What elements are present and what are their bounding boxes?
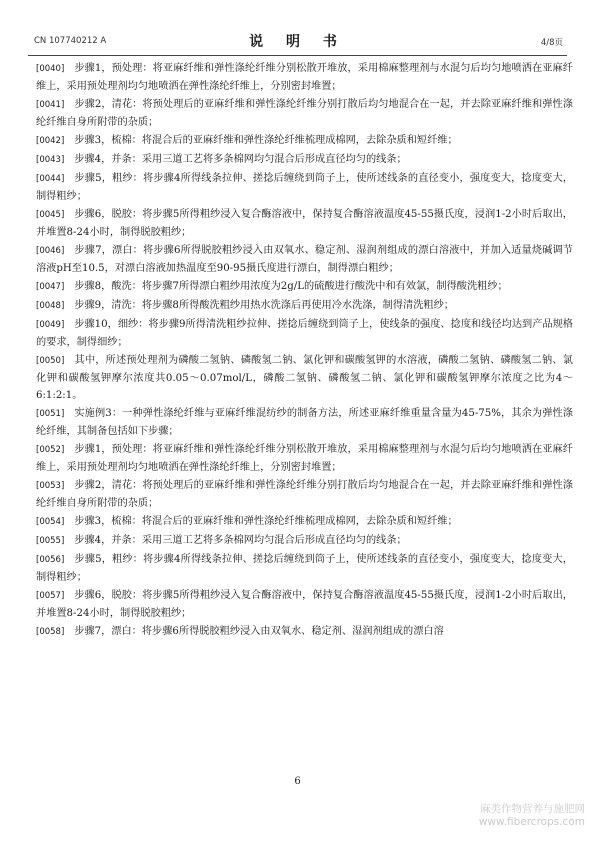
page-number: 6 <box>294 776 301 787</box>
publication-number: CN 107740212 A <box>34 36 107 46</box>
paragraph <box>36 587 573 622</box>
paragraph-number: [0048] <box>36 301 65 311</box>
paragraph-number: [0056] <box>36 555 65 565</box>
paragraph <box>36 297 573 315</box>
paragraph-text: 步骤1，预处理：将亚麻纤维和弹性涤纶纤维分别松散开堆放，采用棉麻整理剂与水混匀后均匀地喷洒在亚麻纤维上，采用预处理剂均匀地喷洒在弹性涤纶纤维上，分别密封堆置； <box>36 63 573 92</box>
paragraph-text: 步骤10，细纱：将步骤9所得清洗粗纱拉伸、搓捻后缠绕到筒子上，使线条的强度、捻度和线径均达到产品规格的要求，制得细纱； <box>36 319 573 348</box>
document-title: 说 明 书 <box>249 34 346 50</box>
watermark-site-name: 麻类作物营养与施肥网 <box>480 803 585 815</box>
paragraph-text: 步骤7，漂白：将步骤6所得脱胶粗纱浸入由双氧水、稳定剂、湿润剂组成的漂白溶液中，并加入适量烧碱调节溶液pH至10.5，对漂白溶液加热温度至90-95摄氏度进行漂白，制得漂白粗纱； <box>36 245 573 274</box>
paragraph-number: [0051] <box>36 409 65 419</box>
paragraph-text: 步骤6，脱胶：将步骤5所得粗纱浸入复合酶溶液中，保持复合酶溶液温度45-55摄氏度，浸润1-2小时后取出，并堆置8-24小时，制得脱胶粗纱； <box>36 209 573 238</box>
paragraph <box>36 96 573 131</box>
paragraph-text: 步骤4，并条：采用三道工艺将多条棉网均匀混合后形成直径均匀的线条； <box>74 535 407 546</box>
paragraph-number: [0045] <box>36 210 65 220</box>
paragraph-text: 步骤8，酸洗：将步骤7所得漂白粗纱用浓度为2g/L的硫酸进行酸洗中和有效氯，制得酸洗粗纱； <box>74 281 508 292</box>
paragraph-number: [0047] <box>36 282 65 292</box>
watermark <box>479 803 585 829</box>
page-indicator: 4/8页 <box>540 38 563 48</box>
paragraph-number: [0050] <box>36 356 65 366</box>
paragraph <box>36 278 573 296</box>
document-body <box>36 60 573 642</box>
paragraph-number: [0040] <box>36 64 65 74</box>
paragraph-number: [0043] <box>36 155 65 165</box>
paragraph-number: [0052] <box>36 445 65 455</box>
paragraph-number: [0046] <box>36 246 65 256</box>
paragraph-text: 步骤5，粗纱：将步骤4所得线条拉伸、搓捻后缠绕到筒子上，使所述线条的直径变小，强度变大，捻度变大，制得粗纱； <box>36 554 573 583</box>
paragraph-text: 步骤7，漂白：将步骤6所得脱胶粗纱浸入由双氧水、稳定剂、湿润剂组成的漂白溶 <box>74 626 444 637</box>
paragraph <box>36 206 573 241</box>
watermark-url: www.fibercrops.com <box>478 816 585 828</box>
paragraph <box>36 170 573 205</box>
paragraph-text: 步骤3，梳棉：将混合后的亚麻纤维和弹性涤纶纤维梳理成棉网，去除杂质和短纤维； <box>74 135 458 146</box>
paragraph <box>36 60 573 95</box>
paragraph-number: [0057] <box>36 591 65 601</box>
paragraph-number: [0053] <box>36 481 65 491</box>
paragraph-text: 步骤9，清洗：将步骤8所得酸洗粗纱用热水洗涤后再使用冷水洗涤，制得清洗粗纱； <box>74 300 454 311</box>
paragraph-text: 步骤2，清花：将预处理后的亚麻纤维和弹性涤纶纤维分别打散后均匀地混合在一起，并去除亚麻纤维和弹性涤纶纤维自身所附带的杂质； <box>36 99 573 128</box>
paragraph-text: 步骤4，并条：采用三道工艺将多条棉网均匀混合后形成直径均匀的线条； <box>74 154 407 165</box>
paragraph <box>36 477 573 512</box>
paragraph <box>36 513 573 531</box>
paragraph <box>36 352 573 404</box>
paragraph-number: [0054] <box>36 517 65 527</box>
paragraph <box>36 316 573 351</box>
paragraph <box>36 151 573 169</box>
paragraph-text: 步骤2，清花：将预处理后的亚麻纤维和弹性涤纶纤维分别打散后均匀地混合在一起，并去除亚麻纤维和弹性涤纶纤维自身所附带的杂质； <box>36 480 573 509</box>
paragraph-number: [0049] <box>36 320 65 330</box>
paragraph <box>36 242 573 277</box>
paragraph <box>36 532 573 550</box>
paragraph-number: [0058] <box>36 627 65 637</box>
paragraph <box>36 441 573 476</box>
paragraph <box>36 623 573 641</box>
paragraph-text: 步骤5，粗纱：将步骤4所得线条拉伸、搓捻后缠绕到筒子上，使所述线条的直径变小，强度变大，捻度变大，制得粗纱； <box>36 173 573 202</box>
paragraph-text: 实施例3：一种弹性涤纶纤维与亚麻纤维混纺纱的制备方法，所述亚麻纤维重量含量为45-75%，其余为弹性涤纶纤维，其制备包括如下步骤； <box>36 408 573 437</box>
paragraph-number: [0041] <box>36 100 65 110</box>
page-header <box>28 30 567 52</box>
header-divider <box>28 55 567 56</box>
paragraph-text: 步骤1，预处理：将亚麻纤维和弹性涤纶纤维分别松散开堆放，采用棉麻整理剂与水混匀后均匀地喷洒在亚麻纤维上，采用预处理剂均匀地喷洒在弹性涤纶纤维上，分别密封堆置； <box>36 444 573 473</box>
paragraph-number: [0042] <box>36 136 65 146</box>
paragraph-text: 步骤6，脱胶：将步骤5所得粗纱浸入复合酶溶液中，保持复合酶溶液温度45-55摄氏度，浸润1-2小时后取出，并堆置8-24小时，制得脱胶粗纱； <box>36 590 573 619</box>
paragraph-text: 步骤3，梳棉：将混合后的亚麻纤维和弹性涤纶纤维梳理成棉网，去除杂质和短纤维； <box>74 516 458 527</box>
paragraph <box>36 551 573 586</box>
paragraph-number: [0044] <box>36 174 65 184</box>
paragraph <box>36 405 573 440</box>
paragraph <box>36 132 573 150</box>
paragraph-text: 其中，所述预处理剂为磷酸二氢钠、磷酸氢二钠、氯化钾和碳酸氢钾的水溶液，磷酸二氢钠、磷酸氢二钠、氯化钾和碳酸氢钾摩尔浓度共0.05～0.07mol/L，磷酸二氢钠、磷酸氢二钠、氯化钾和碳酸氢钾摩尔浓度之比为4～6:1:2:1。 <box>36 355 573 401</box>
paragraph-number: [0055] <box>36 536 65 546</box>
